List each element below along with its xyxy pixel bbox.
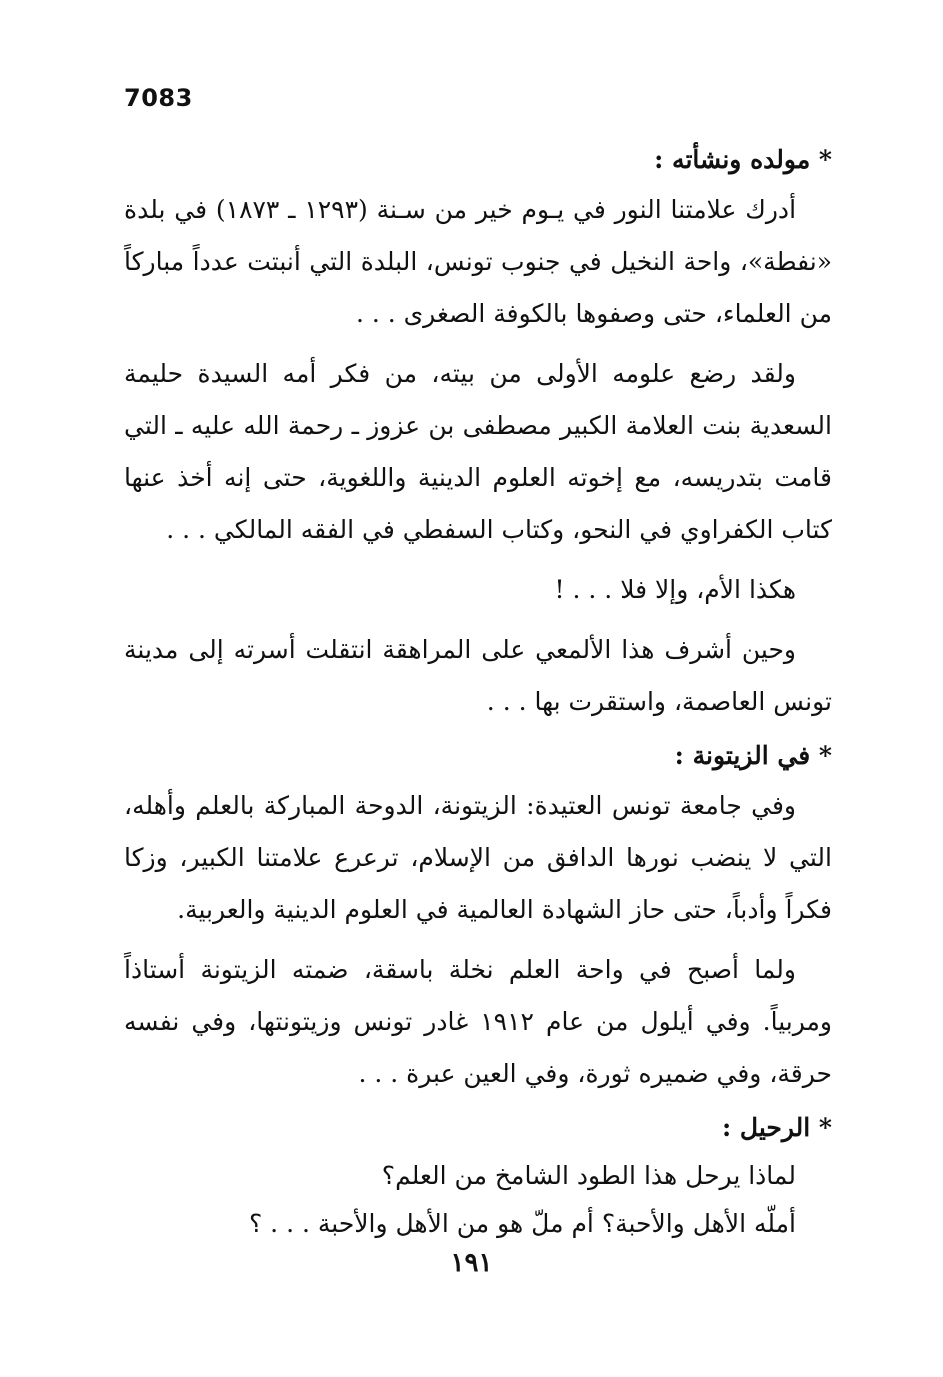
question-line: لماذا يرحل هذا الطود الشامخ من العلم؟ (381, 1161, 796, 1190)
section-departure (124, 1108, 832, 1248)
section-zaytuna (124, 736, 832, 1100)
section-heading: * مولده ونشأته : (654, 145, 832, 174)
main-text (124, 140, 832, 1248)
paragraph: أدرك علامتنا النور في يـوم خير من سـنة (١٢٩٣ ـ ١٨٧٣) في بلدة «نفطة»، واحة النخيل في جنوب تونس، البلدة التي أنبتت عدداً مباركاً من العلماء، حتى وصفوها بالكوفة الصغرى . . . (124, 195, 832, 328)
section-heading: * في الزيتونة : (674, 741, 832, 770)
section-heading: * الرحيل : (722, 1113, 832, 1142)
section-birth (124, 140, 832, 728)
page-number: ١٩١ (450, 1248, 493, 1278)
question-line: أملّه الأهل والأحبة؟ أم ملّ هو من الأهل والأحبة . . . ؟ (248, 1209, 796, 1238)
paragraph: وفي جامعة تونس العتيدة: الزيتونة، الدوحة المباركة بالعلم وأهله، التي لا ينضب نورها الدافق من الإسلام، ترعرع علامتنا الكبير، وزكا فكراً وأدباً، حتى حاز الشهادة العالمية في العلوم الدينية والعربية. (124, 791, 832, 924)
paragraph: ولقد رضع علومه الأولى من بيته، من فكر أمه السيدة حليمة السعدية بنت العلامة الكبير مصطفى بن عزوز ـ رحمة الله عليه ـ التي قامت بتدريسه، مع إخوته العلوم الدينية واللغوية، حتى إنه أخذ عنها كتاب الكفراوي في النحو، وكتاب السفطي في الفقه المالكي . . . (124, 359, 832, 544)
paragraph: هكذا الأم، وإلا فلا . . . ! (554, 575, 796, 604)
paragraph: ولما أصبح في واحة العلم نخلة باسقة، ضمته الزيتونة أستاذاً ومربياً. وفي أيلول من عام ١٩١٢ غادر تونس وزيتونتها، وفي نفسه حرقة، وفي ضميره ثورة، وفي العين عبرة . . . (124, 955, 832, 1088)
page-id: 7083 (124, 84, 193, 112)
paragraph: وحين أشرف هذا الألمعي على المراهقة انتقلت أسرته إلى مدينة تونس العاصمة، واستقرت بها . . . (124, 635, 832, 716)
